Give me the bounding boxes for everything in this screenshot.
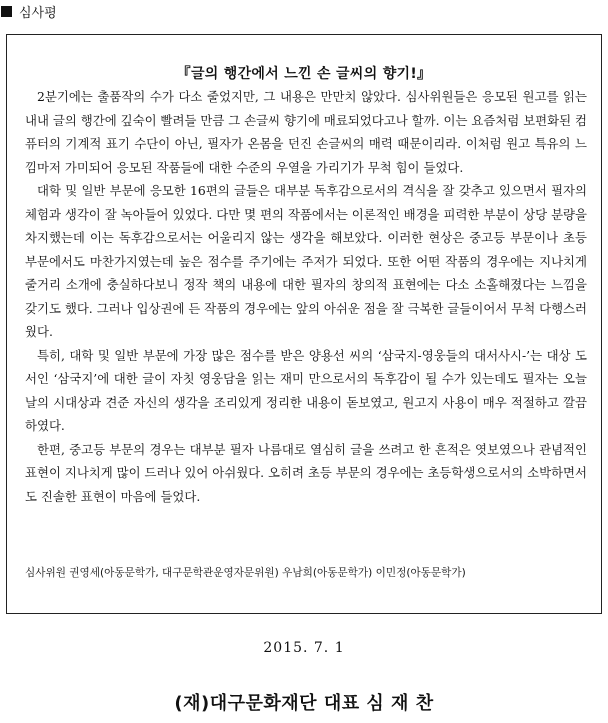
section-heading xyxy=(0,1,57,21)
review-body xyxy=(25,85,587,508)
judges-names: 권영세(아동문학가, 대구문학관운영자문위원) 우남희(아동문학가) 이민정(아동문학가) xyxy=(69,567,466,579)
document-date: 2015. 7. 1 xyxy=(263,640,345,656)
judges-line xyxy=(25,565,593,580)
review-title: 『글의 행간에서 느낀 손 글씨의 향기!』 xyxy=(176,66,432,82)
black-square-icon xyxy=(1,6,12,17)
section-heading-label: 심사평 xyxy=(19,5,57,21)
review-paragraph: 한편, 중고등 부문의 경우는 대부분 필자 나름대로 열심히 글을 쓰려고 한 흔적은 엿보였으나 관념적인 표현이 지나치게 많이 드러나 있어 아쉬웠다. 오히려 초등 부문의 경우에는 초등학생으로서의 소박하면서도 진솔한 표현이 마음에 들었다. xyxy=(25,441,587,504)
signature: (재)대구문화재단 대표 심 재 찬 xyxy=(174,693,434,714)
review-paragraph: 대학 및 일반 부문에 응모한 16편의 글들은 대부분 독후감으로서의 격식을 잘 갖추고 있으면서 필자의 체험과 생각이 잘 녹아들어 있었다. 다만 몇 편의 작품에서는 이론적인 배경을 피력한 부분이 상당 분량을 차지했는데 이는 독후감으로서는 어울리지 않는 생각을 해보았다. 이러한 현상은 중고등 부문이나 초등 부문에서도 마찬가지였는데 높은 점수를 주기에는 주저가 되었다. 또한 어떤 작품의 경우에는 지나치게 줄거리 소개에 충실하다보니 정작 책의 내용에 대한 필자의 창의적 표현에는 다소 소홀해졌다는 느낌을 갖기도 했다. 그러나 입상권에 든 작품의 경우에는 앞의 아쉬운 점을 잘 극복한 글들이어서 무척 다행스러웠다. xyxy=(25,183,587,339)
review-paragraph: 특히, 대학 및 일반 부문에 가장 많은 점수를 받은 양용선 씨의 ‘삼국지-영웅들의 대서사시-’는 대상 도서인 ‘삼국지’에 대한 글이 자칫 영웅담을 읽는 재미 만으로서의 독후감이 될 수가 있는데도 필자는 오늘날의 시대상과 견준 자신의 생각을 조리있게 정리한 내용이 돋보였고, 원고지 사용이 매우 적절하고 깔끔하였다. xyxy=(25,347,587,433)
review-paragraph: 2분기에는 출품작의 수가 다소 줄었지만, 그 내용은 만만치 않았다. 심사위원들은 응모된 원고를 읽는 내내 글의 행간에 깊숙이 빨려들 만큼 그 손글씨 향기에 매료되었다고나 할까. 이는 요즘처럼 보편화된 컴퓨터의 기계적 표기 수단이 아닌, 필자가 온몸을 던진 손글씨의 매력 때문이리라. 이처럼 원고 특유의 느낌마저 가미되어 응모된 작품들에 대한 수준의 우열을 가리기가 무척 힘이 들었다. xyxy=(25,89,587,175)
review-box xyxy=(6,34,602,614)
judges-label: 심사위원 xyxy=(25,567,66,579)
